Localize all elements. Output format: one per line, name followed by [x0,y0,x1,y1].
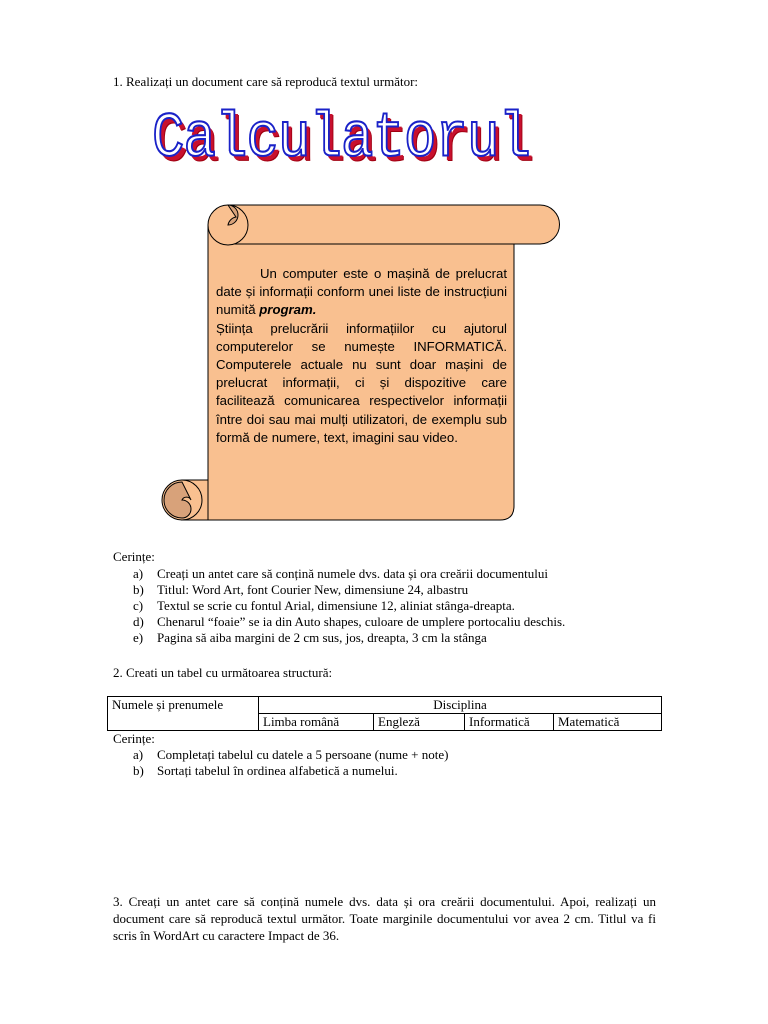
scroll-text-program: program. [259,302,317,318]
requirement-marker: c) [133,598,144,613]
requirement-text: Chenarul “foaie” se ia din Auto shapes, culoare de umplere portocaliu deschis. [157,614,566,629]
requirement-marker: d) [133,614,144,629]
requirement-text: Titlul: Word Art, font Courier New, dimensiune 24, albastru [157,582,469,597]
requirement-item [113,630,565,646]
requirement-marker: b) [133,763,144,778]
requirement-text: Textul se scrie cu fontul Arial, dimensiune 12, aliniat stânga-dreapta. [157,598,515,613]
section3-paragraph: 3. Creați un antet care să conțină numele dvs. data și ora creării documentului. Apoi, realizați un document care să reproducă textul următor. Toate marginile documentului vor avea 2 cm. Titlul va fi scris în WordArt cu caractere Impact de 36. [113,894,656,943]
section1-requirements-list [113,566,565,646]
table-header-subject: Informatică [465,714,554,731]
requirement-item [113,582,565,598]
requirement-text: Creați un antet care să conțină numele dvs. data și ora creării documentului [157,566,548,581]
section2-requirements-list [113,747,448,779]
section1-heading: 1. Realizați un document care să reproducă textul următor: [113,74,419,89]
requirement-marker: b) [133,582,144,597]
section1-requirements-label: Cerințe: [113,549,155,564]
requirement-marker: e) [133,630,144,645]
table-header-name: Numele și prenumele [108,697,259,731]
section2-heading: 2. Creati un tabel cu următoarea structură: [113,665,333,680]
section2-requirements-label: Cerințe: [113,731,155,746]
table-header-subject: Engleză [374,714,465,731]
table-header-subject: Limba română [259,714,374,731]
table-header-subject: Matematică [554,714,662,731]
requirement-marker: a) [133,747,144,762]
requirement-item [113,747,448,763]
grades-table [107,696,662,731]
scroll-text-lead: Un computer este [260,266,369,281]
requirement-marker: a) [133,566,144,581]
requirement-item [113,614,565,630]
requirement-text: Pagina să aiba margini de 2 cm sus, jos, dreapta, 3 cm la stânga [157,630,487,645]
scroll-text-paragraph2: Știința prelucrării informațiilor cu ajutorul computerelor se numește INFORMATICĂ. Computerele actuale nu sunt doar mașini de prelucrat informații, ci și dispozitive care facilitează comunicarea respectivelor informații între doi sau mai mulți utilizatori, de exemplu sub formă de numere, text, imagini sau video. [216,320,507,445]
scroll-top-roll [228,205,560,244]
wordart-title: Calculatorul [152,104,531,176]
scroll-text [216,265,507,447]
requirement-text: Completați tabelul cu datele a 5 persoane (nume + note) [157,747,449,762]
scroll-text-line1: o mașină de prelucrat date și informații conform unei liste de instrucțiuni numită [216,266,507,318]
requirement-text: Sortați tabelul în ordinea alfabetică a numelui. [157,763,398,778]
requirement-item [113,598,565,614]
table-header-discipline: Disciplina [259,697,662,714]
requirement-item [113,566,565,582]
requirement-item [113,763,448,779]
